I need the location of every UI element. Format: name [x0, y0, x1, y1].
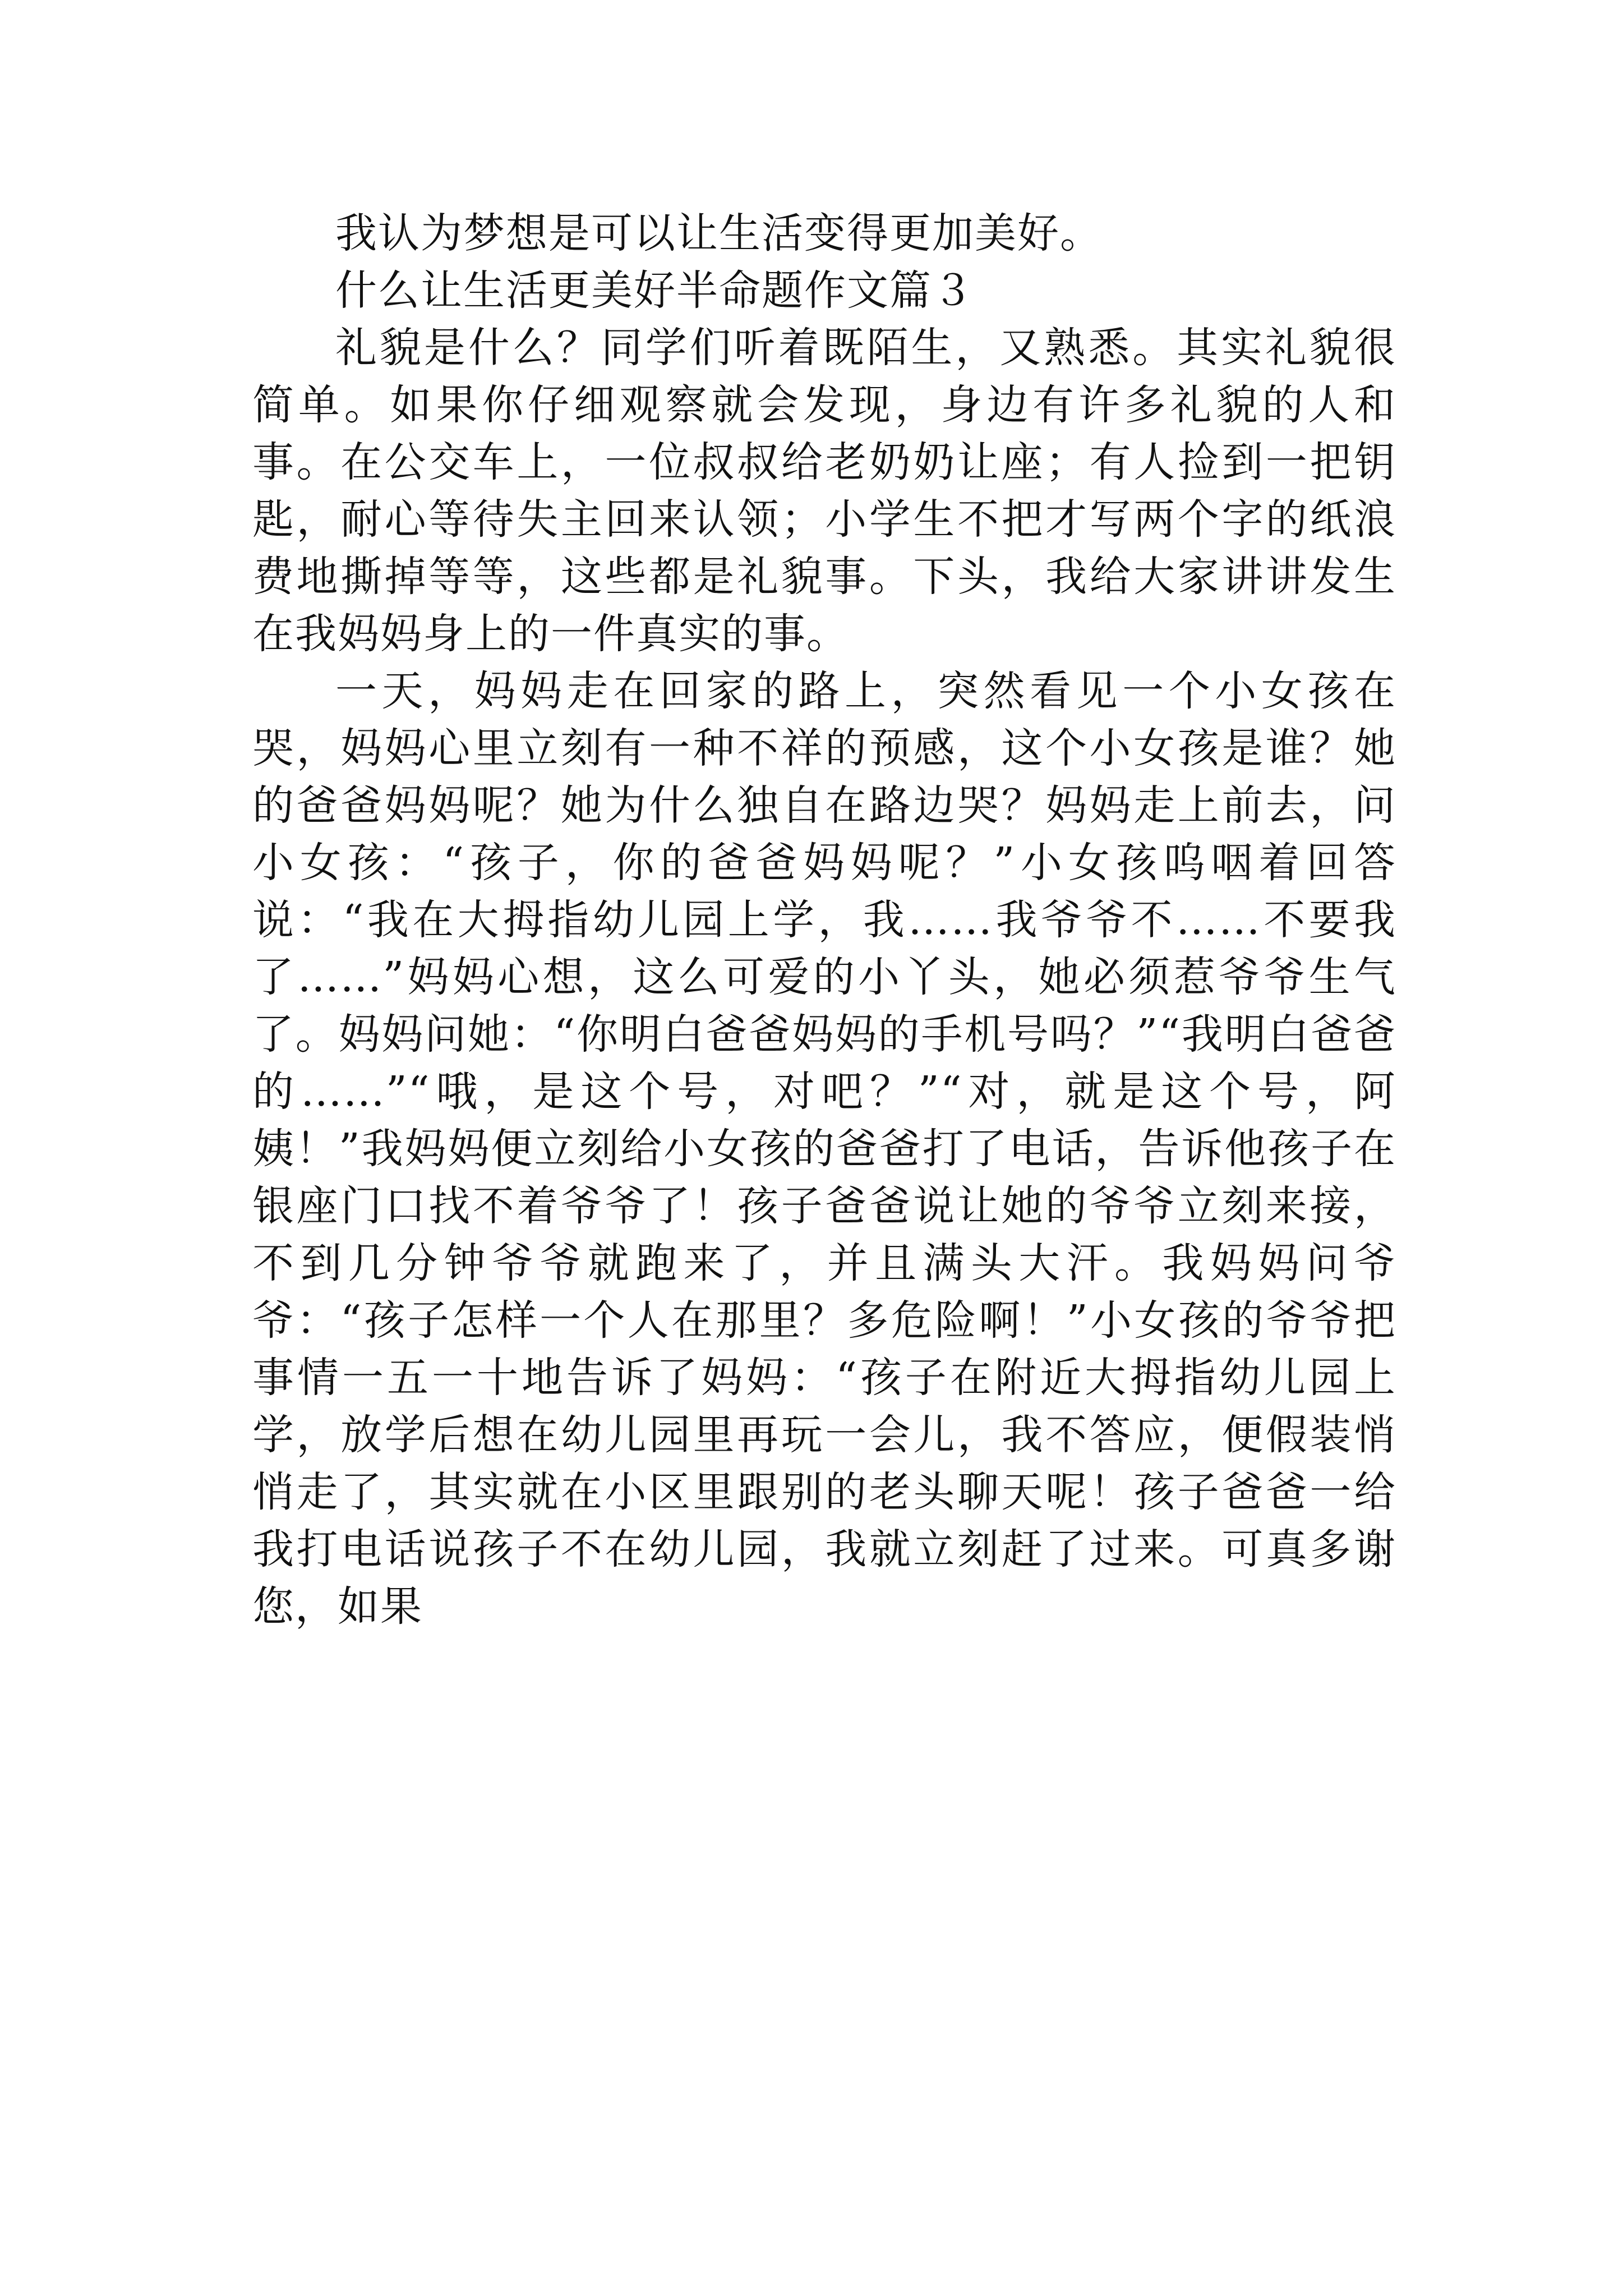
paragraph-4: 一天，妈妈走在回家的路上，突然看见一个小女孩在哭，妈妈心里立刻有一种不祥的预感，这个小女孩是谁？她的爸爸妈妈呢？她为什么独自在路边哭？妈妈走上前去，问小女孩：“孩子，你的爸爸妈妈呢？”小女孩呜咽着回答说：“我在大拇指幼儿园上学，我……我爷爷不……不要我了……”妈妈心想，这么可爱的小丫头，她必须惹爷爷生气了。妈妈问她：“你明白爸爸妈妈的手机号吗？”“我明白爸爸的……”“哦，是这个号，对吧？”“对，就是这个号，阿姨！”我妈妈便立刻给小女孩的爸爸打了电话，告诉他孩子在银座门口找不着爷爷了！孩子爸爸说让她的爷爷立刻来接，不到几分钟爷爷就跑来了，并且满头大汗。我妈妈问爷爷：“孩子怎样一个人在那里？多危险啊！”小女孩的爷爷把事情一五一十地告诉了妈妈：“孩子在附近大拇指幼儿园上学，放学后想在幼儿园里再玩一会儿，我不答应，便假装悄悄走了，其实就在小区里跟别的老头聊天呢！孩子爸爸一给我打电话说孩子不在幼儿园，我就立刻赶了过来。可真多谢您，如果 [252, 667, 1396, 1631]
paragraph-3: 礼貌是什么？同学们听着既陌生，又熟悉。其实礼貌很简单。如果你仔细观察就会发现，身边有许多礼貌的人和事。在公交车上，一位叔叔给老奶奶让座；有人捡到一把钥匙，耐心等待失主回来认领；小学生不把才写两个字的纸浪费地撕掉等等，这些都是礼貌事。下头，我给大家讲讲发生在我妈妈身上的一件真实的事。 [252, 324, 1396, 658]
paragraph-1: 我认为梦想是可以让生活变得更加美好。 [335, 209, 1103, 257]
document-body [252, 205, 1396, 1635]
paragraph-2-heading: 什么让生活更美好半命题作文篇３ [335, 266, 975, 315]
